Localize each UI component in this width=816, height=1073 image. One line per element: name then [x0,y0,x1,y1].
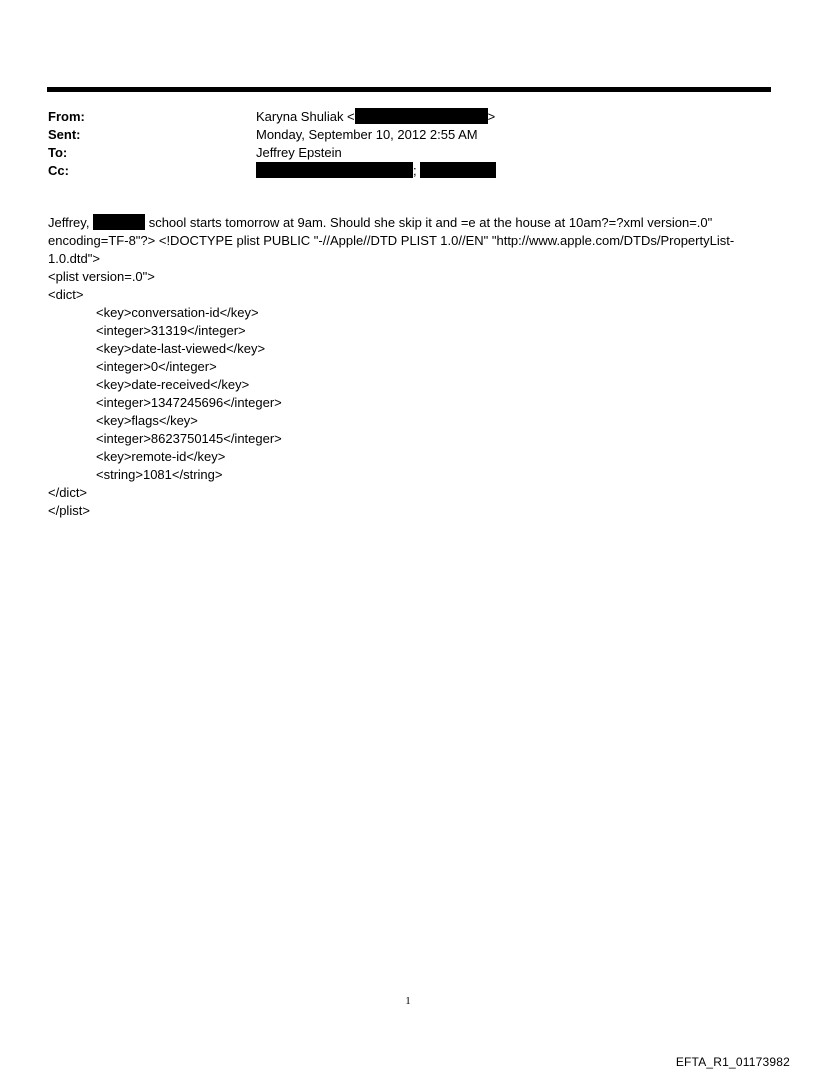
from-row [48,108,768,126]
redaction-bar [93,214,145,230]
from-value [256,108,495,126]
redaction-bar [420,162,496,178]
cc-separator: ; [413,163,417,178]
plist-line: <key>conversation-id</key> [96,305,259,320]
plist-line: <key>date-received</key> [96,377,250,392]
plist-line: <key>remote-id</key> [96,449,226,464]
plist-line: <string>1081</string> [96,467,223,482]
page-number: 1 [405,995,411,1007]
redaction-bar [256,162,413,178]
email-header [48,108,768,180]
plist-line: <integer>8623750145</integer> [96,431,282,446]
from-close: > [487,109,496,124]
plist-line: <integer>31319</integer> [96,323,246,338]
to-row [48,144,768,162]
from-label: From: [48,109,85,124]
greeting: Jeffrey, [48,215,90,230]
header-rule [47,87,771,92]
to-value: Jeffrey Epstein [256,145,342,160]
from-name: Karyna Shuliak < [256,109,355,124]
body-line-4: <plist version=.0"> [48,269,155,284]
body-line-3: 1.0.dtd"> [48,251,100,266]
body-close-dict: </dict> [48,485,88,500]
body-close-plist: </plist> [48,503,90,518]
plist-line: <integer>0</integer> [96,359,217,374]
body-line-5: <dict> [48,287,84,302]
body-line-1 [48,214,763,232]
sent-label: Sent: [48,127,81,142]
cc-value [256,162,496,180]
cc-row [48,162,768,180]
redaction-bar [355,108,488,124]
sent-value: Monday, September 10, 2012 2:55 AM [256,127,478,142]
body-line-2: encoding=TF-8"?> <!DOCTYPE plist PUBLIC "-//Apple//DTD PLIST 1.0//EN" "http://www.apple.com/DTDs/PropertyList- [48,233,735,248]
cc-label: Cc: [48,163,69,178]
body-text-line-1: school starts tomorrow at 9am. Should she skip it and =e at the house at 10am?=?xml version=.0" [148,215,713,230]
email-body [48,214,763,520]
plist-line: <key>flags</key> [96,413,198,428]
sent-row [48,126,768,144]
plist-line: <key>date-last-viewed</key> [96,341,266,356]
plist-line: <integer>1347245696</integer> [96,395,282,410]
document-id: EFTA_R1_01173982 [675,1055,790,1069]
to-label: To: [48,145,68,160]
